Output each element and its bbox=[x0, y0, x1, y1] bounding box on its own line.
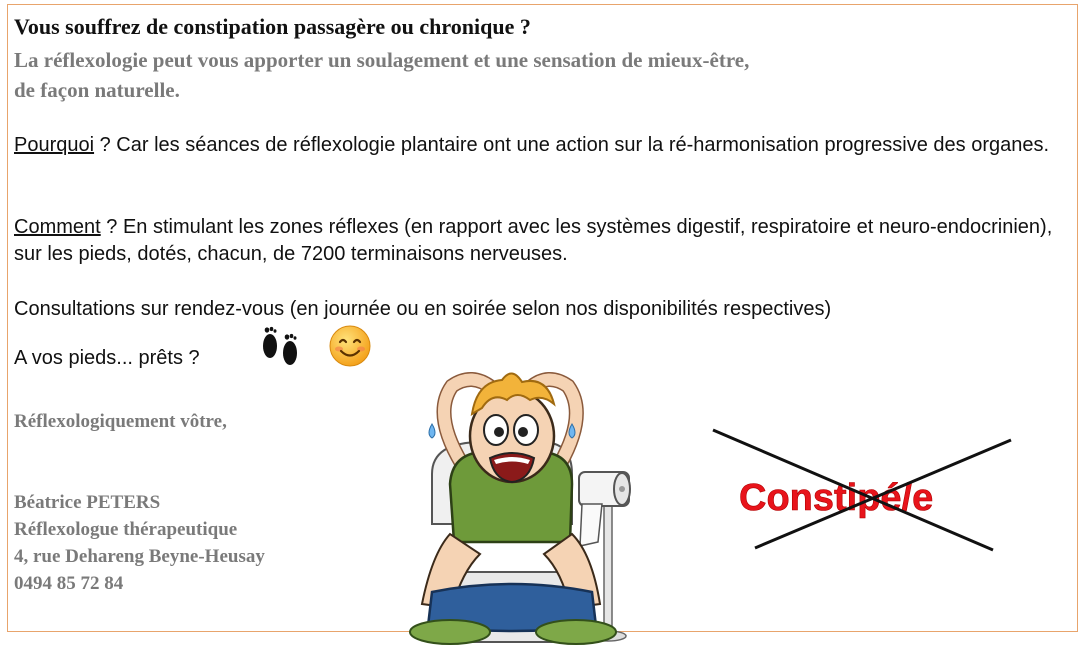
subtitle-line-1: La réflexologie peut vous apporter un soulagement et une sensation de mieux-être, bbox=[14, 48, 750, 72]
closing-text: Réflexologiquement vôtre, bbox=[14, 411, 227, 432]
signature-phone: 0494 85 72 84 bbox=[14, 573, 124, 594]
consultations-text: Consultations sur rendez-vous (en journée ou en soirée selon nos disponibilités respectives) bbox=[14, 298, 832, 320]
crossed-word: Constipé/e bbox=[739, 477, 934, 519]
toilet-cartoon-illustration bbox=[372, 364, 662, 649]
signature-name: Béatrice PETERS bbox=[14, 492, 161, 513]
footprints-icon bbox=[256, 320, 306, 370]
how-paragraph bbox=[14, 214, 1064, 268]
how-text: ? En stimulant les zones réflexes (en rapport avec les systèmes digestif, respiratoire et neuro-endocrinien), sur les pieds, dotés, chacun, de 7200 terminaisons nerveuses. bbox=[14, 216, 1053, 265]
subtitle-line-2: de façon naturelle. bbox=[14, 78, 180, 102]
tagline: A vos pieds... prêts ? bbox=[14, 347, 200, 369]
page-title: Vous souffrez de constipation passagère ou chronique ? bbox=[14, 14, 531, 39]
why-label: Pourquoi bbox=[14, 134, 95, 156]
crossed-constipe-graphic bbox=[705, 420, 1025, 560]
signature-address: 4, rue Dehareng Beyne-Heusay bbox=[14, 546, 265, 567]
why-paragraph bbox=[14, 132, 1064, 159]
signature-role: Réflexologue thérapeutique bbox=[14, 519, 238, 540]
why-text: ? Car les séances de réflexologie plantaire ont une action sur la ré-harmonisation progressive des organes. bbox=[94, 134, 1050, 156]
how-label: Comment bbox=[14, 216, 101, 238]
signature-block bbox=[14, 489, 265, 597]
subtitle bbox=[14, 45, 974, 105]
smiley-icon bbox=[328, 324, 372, 368]
